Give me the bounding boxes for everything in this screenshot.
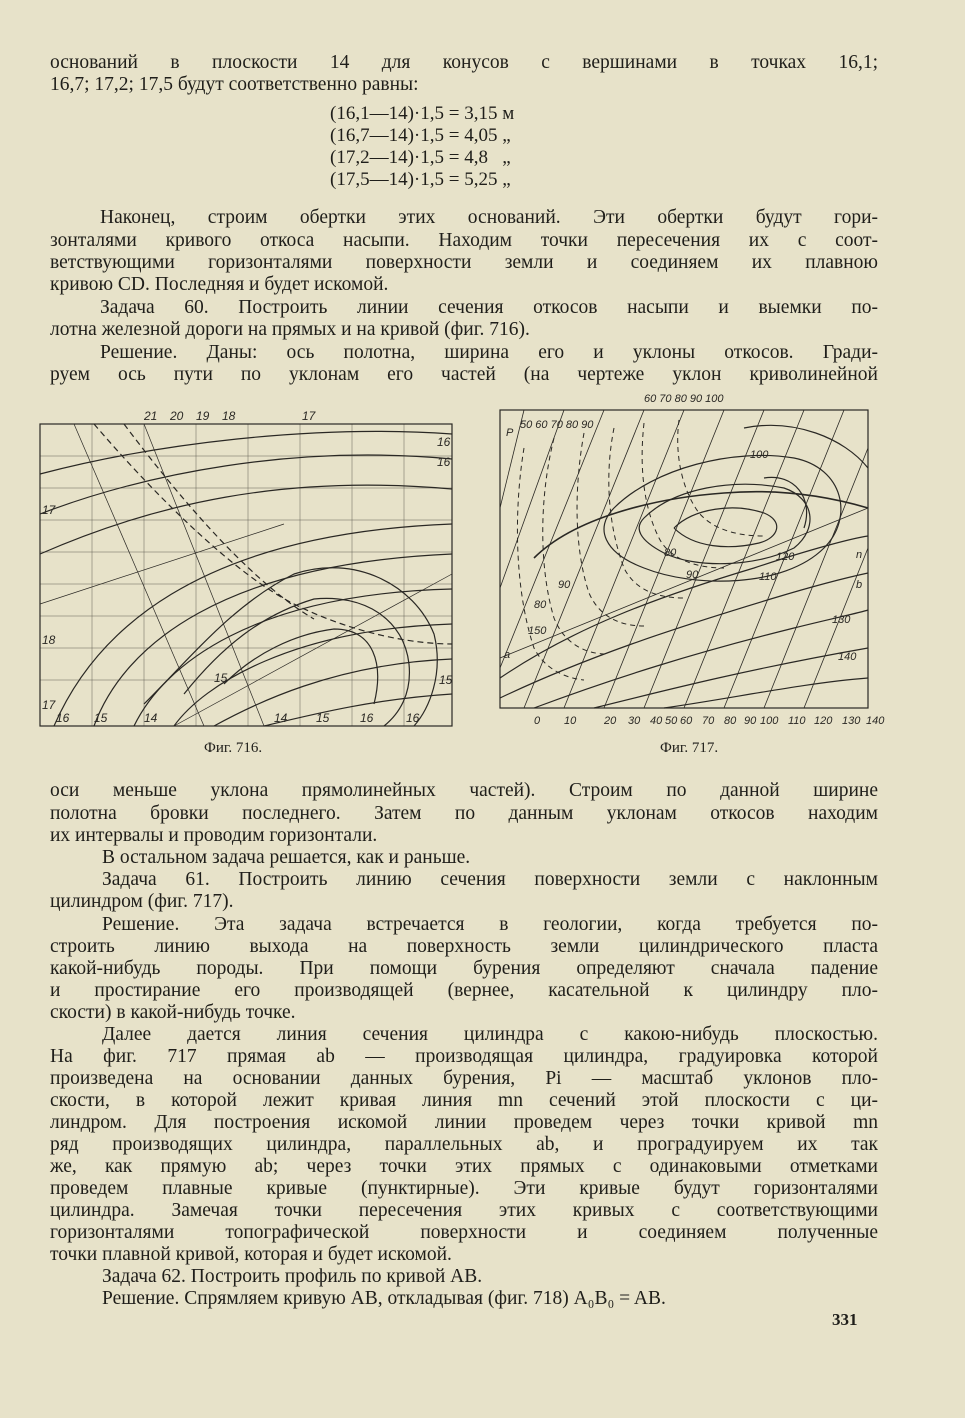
fig716-label: 17 (302, 409, 316, 423)
fig717-scale-tick: 0 (534, 715, 541, 727)
fig717-contour-label: 130 (832, 614, 851, 626)
fig716-label: 14 (274, 711, 288, 725)
fig717-contour-label: 90 (686, 569, 699, 581)
equation: (17,2—14)·1,5 = 4,8 „ (330, 147, 511, 168)
fig717-inner-scale: 50 60 70 80 90 (520, 419, 594, 431)
equation: (16,1—14)·1,5 = 3,15 м (330, 103, 515, 124)
fig717-point-label: b (856, 579, 863, 591)
fig717-contour-label: 110 (759, 571, 777, 583)
fig717-contour-label: 90 (558, 579, 571, 591)
fig717-contour-label: 100 (750, 449, 769, 461)
fig717-scale-tick: 100 (760, 715, 779, 727)
fig716-label: 15 (439, 673, 453, 687)
fig716-label: 21 (144, 409, 158, 423)
fig717-scale-tick: 110 (788, 715, 806, 727)
fig717-scale-tick: 50 (665, 715, 678, 727)
fig717-point-label: P (506, 427, 514, 439)
equation: (17,5—14)·1,5 = 5,25 „ (330, 169, 511, 190)
fig717-contour-label: 120 (776, 551, 795, 563)
fig717-contour-label: 150 (528, 625, 547, 637)
fig716-label: 17 (42, 503, 56, 517)
fig717-scale-tick: 140 (866, 715, 885, 727)
text-line: 16,7; 17,2; 17,5 будут соответственно равны: (50, 74, 419, 95)
text-line: зонталями кривого откоса насыпи. Находим точки пересечения их с соот- (50, 230, 878, 251)
text-line: ветствующими горизонталями поверхности земли и соединяем их плавною (50, 252, 878, 273)
fig716-label: 17 (42, 698, 56, 712)
fig717-point-label: n (856, 549, 863, 561)
fig717-contour-label: 80 (664, 547, 677, 559)
fig716-label: 16 (437, 455, 451, 469)
text-line: руем ось пути по уклонам его частей (на чертеже уклон криволинейной (50, 364, 878, 385)
fig716-label: 15 (94, 711, 108, 725)
text-line: оснований в плоскости 14 для конусов с вершинами в точках 16,1; (50, 52, 878, 73)
fig717-scale-tick: 70 (702, 715, 715, 727)
text-line: строить линию выхода на поверхность земли цилиндрического пласта (50, 936, 878, 957)
text-line: Решение. Спрямляем кривую AB, откладывая (фиг. 718) A₀B₀ = AB. (102, 1288, 666, 1309)
text-line: цилиндра. Замечая точки пересечения этих кривых с соответствующими (50, 1200, 878, 1221)
text-line: Решение. Эта задача встречается в геологии, когда требуется по- (102, 914, 878, 935)
text-line: ряд производящих цилиндра, параллельных ab, и проградуируем их так (50, 1134, 878, 1155)
fig717-scale-tick: 130 (842, 715, 861, 727)
fig716-label: 16 (437, 435, 451, 449)
text-line: лотна железной дороги на прямых и на кривой (фиг. 716). (50, 319, 530, 340)
text-line: и простирание его производящей (вернее, касательной к цилиндру пло- (50, 980, 878, 1001)
fig717-point-label: a (504, 649, 511, 661)
figure-caption: Фиг. 716. (204, 740, 263, 756)
figure-caption: Фиг. 717. (660, 740, 719, 756)
text-line: На фиг. 717 прямая ab — производящая цилиндра, градуировка которой (50, 1046, 878, 1067)
fig716-label: 18 (42, 633, 56, 647)
fig717-scale-tick: 40 (650, 715, 663, 727)
text-line: Наконец, строим обертки этих оснований. Эти обертки будут гори- (100, 207, 878, 228)
fig716-label: 16 (406, 711, 420, 725)
fig716-label: 18 (222, 409, 236, 423)
fig717-contour-label: 80 (534, 599, 547, 611)
page-number: 331 (832, 1310, 858, 1329)
text-line: линдром. Для построения искомой линии проведем через точки кривой mn (50, 1112, 878, 1133)
text-line: Далее дается линия сечения цилиндра с какою-нибудь плоскостью. (102, 1024, 878, 1045)
fig717-scale-tick: 90 (744, 715, 757, 727)
text-line: оси меньше уклона прямолинейных частей). Строим по данной ширине (50, 780, 878, 801)
text-line: какой-нибудь породы. При помощи бурения определяют сначала падение (50, 958, 878, 979)
fig716-label: 15 (316, 711, 330, 725)
text-line: скости, в которой лежит кривая линия mn сечений этой плоскости с ци- (50, 1090, 878, 1111)
figure-716 (34, 404, 459, 734)
text-line: точки плавной кривой, которая и будет искомой. (50, 1244, 452, 1265)
text-line: горизонталями топографической поверхности и соединяем полученные (50, 1222, 878, 1243)
fig717-scale-tick: 120 (814, 715, 833, 727)
fig716-label: 15 (214, 671, 228, 685)
fig716-label: 16 (56, 711, 70, 725)
text-line: В остальном задача решается, как и раньше. (102, 847, 471, 868)
text-line: скости) в какой-нибудь точке. (50, 1002, 296, 1023)
fig716-label: 19 (196, 409, 210, 423)
equation: (16,7—14)·1,5 = 4,05 „ (330, 125, 511, 146)
task-heading: Задача 62. Построить профиль по кривой AB. (102, 1266, 483, 1287)
text-line: их интервалы и проводим горизонтали. (50, 825, 378, 846)
fig717-top-scale: 60 70 80 90 100 (644, 393, 724, 405)
figure-717 (494, 388, 894, 733)
text-line: кривою CD. Последняя и будет искомой. (50, 274, 389, 295)
fig717-scale-tick: 60 (680, 715, 693, 727)
task-heading: Задача 61. Построить линию сечения поверхности земли с наклонным (102, 869, 878, 890)
fig716-label: 16 (360, 711, 374, 725)
fig717-scale-tick: 80 (724, 715, 737, 727)
text-line: полотна бровки последнего. Затем по данным уклонам откосов находим (50, 803, 878, 824)
text-line: Решение. Даны: ось полотна, ширина его и уклоны откосов. Гради- (100, 342, 878, 363)
task-heading: Задача 60. Построить линии сечения откосов насыпи и выемки по- (100, 297, 878, 318)
fig717-contour-label: 140 (838, 651, 857, 663)
text-line: цилиндром (фиг. 717). (50, 891, 234, 912)
text-line: же, как прямую ab; через точки этих прямых с одинаковыми отметками (50, 1156, 878, 1177)
fig717-scale-tick: 30 (628, 715, 641, 727)
text-line: проведем плавные кривые (пунктирные). Эти кривые будут горизонталями (50, 1178, 878, 1199)
fig716-label: 14 (144, 711, 158, 725)
fig717-scale-tick: 20 (604, 715, 617, 727)
text-line: произведена на основании данных бурения, Pi — масштаб уклонов пло- (50, 1068, 878, 1089)
fig717-scale-tick: 10 (564, 715, 577, 727)
fig716-label: 20 (170, 409, 184, 423)
